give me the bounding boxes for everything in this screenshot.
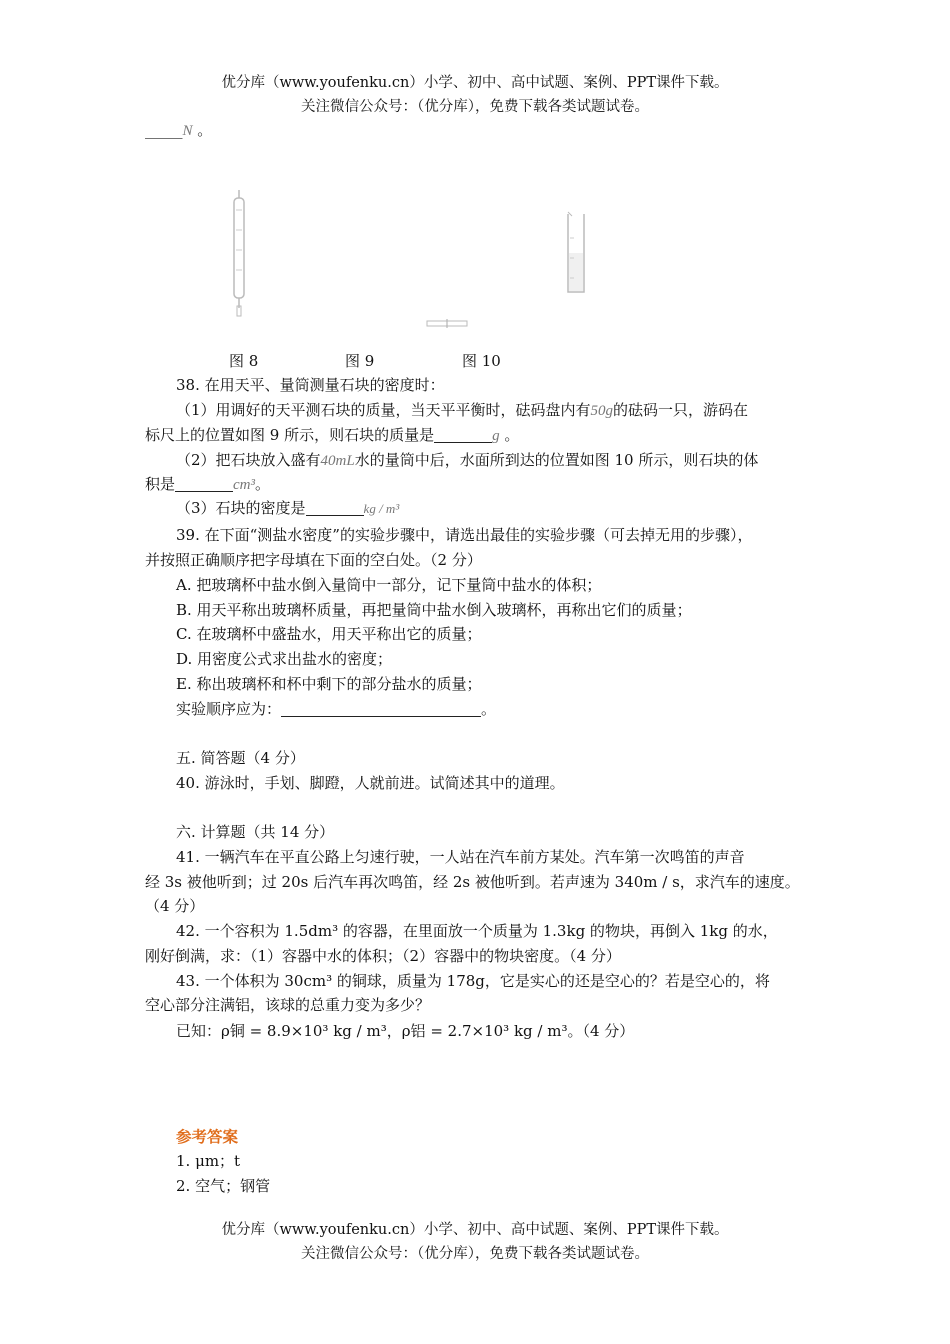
q38-part1-line1: （1）用调好的天平测石块的质量，当天平平衡时，砝码盘内有50g的砝码一只，游码在 — [176, 401, 749, 419]
q38-part2-line2: 积是 cm³。 — [145, 475, 271, 493]
section-6-title: 六. 计算题（共 14 分） — [176, 823, 335, 841]
q41-line2: 经 3s 被他听到；过 20s 后汽车再次鸣笛，经 2s 被他听到。若声速为 340m / s，求汽车的速度。 — [145, 873, 800, 891]
answers-title: 参考答案 — [176, 1128, 239, 1146]
spring-scale-figure — [220, 190, 260, 320]
q42-line1: 42. 一个容积为 1.5dm³ 的容器，在里面放一个质量为 1.3kg 的物块，再倒入 1kg 的水， — [176, 922, 778, 940]
footer-line-2: 关注微信公众号：（优分库），免费下载各类试题试卷。 — [301, 1246, 649, 1262]
measuring-cylinder-figure — [558, 208, 594, 298]
header-line-2: 关注微信公众号：（优分库），免费下载各类试题试卷。 — [301, 99, 649, 115]
q39-title-2: 并按照正确顺序把字母填在下面的空白处。（2 分） — [145, 551, 482, 569]
q38-volume-blank[interactable] — [175, 475, 233, 492]
q38-part2-line1: （2）把石块放入盛有40mL水的量筒中后，水面所到达的位置如图 10 所示，则石块的体 — [176, 451, 759, 469]
q40: 40. 游泳时，手划、脚蹬，人就前进。试简述其中的道理。 — [176, 774, 565, 792]
balance-scale-ruler-figure — [426, 318, 468, 330]
q39-option-c: C. 在玻璃杯中盛盐水，用天平称出它的质量； — [176, 625, 482, 643]
q38-part1-line2: 标尺上的位置如图 9 所示，则石块的质量是 g 。 — [145, 426, 520, 444]
q39-title: 39. 在下面“测盐水密度”的实验步骤中，请选出最佳的实验步骤（可去掉无用的步骤）， — [176, 526, 753, 544]
q42-line2: 刚好倒满，求：（1）容器中水的体积；（2）容器中的物块密度。（4 分） — [145, 947, 621, 965]
q39-option-d: D. 用密度公式求出盐水的密度； — [176, 650, 393, 668]
top-fragment: _____N 。 — [145, 121, 213, 139]
q39-order: 实验顺序应为： 。 — [176, 700, 497, 718]
q38-part3: （3）石块的密度是 kg / m³ — [176, 499, 400, 517]
section-5-title: 五. 简答题（4 分） — [176, 749, 305, 767]
figure-8-caption: 图 8 — [229, 352, 259, 370]
figure-10-caption: 图 10 — [462, 352, 501, 370]
q39-option-a: A. 把玻璃杯中盐水倒入量筒中一部分，记下量筒中盐水的体积； — [176, 576, 602, 594]
q41-line1: 41. 一辆汽车在平直公路上匀速行驶，一人站在汽车前方某处。汽车第一次鸣笛的声音 — [176, 848, 745, 866]
footer-line-1: 优分库（www.youfenku.cn）小学、初中、高中试题、案例、PPT课件下载。 — [221, 1222, 729, 1238]
q39-option-e: E. 称出玻璃杯和杯中剩下的部分盐水的质量； — [176, 675, 482, 693]
q43-line2: 空心部分注满铝，该球的总重力变为多少？ — [145, 996, 431, 1014]
figure-9-caption: 图 9 — [345, 352, 375, 370]
q41-line3: （4 分） — [145, 897, 205, 915]
header-line-1: 优分库（www.youfenku.cn）小学、初中、高中试题、案例、PPT课件下载。 — [221, 75, 729, 91]
q43-line1: 43. 一个体积为 30cm³ 的铜球，质量为 178g，它是实心的还是空心的？若是空心的，将 — [176, 972, 770, 990]
q39-order-blank[interactable] — [281, 700, 481, 717]
q38-density-blank[interactable] — [306, 499, 364, 516]
answer-2: 2. 空气；钢管 — [176, 1177, 271, 1195]
answer-1: 1. μm；t — [176, 1152, 241, 1170]
q43-given: 已知：ρ铜 = 8.9×10³ kg / m³，ρ铝 = 2.7×10³ kg / m³。（4 分） — [176, 1022, 635, 1040]
q39-option-b: B. 用天平称出玻璃杯质量，再把量筒中盐水倒入玻璃杯，再称出它们的质量； — [176, 601, 692, 619]
q38-title: 38. 在用天平、量筒测量石块的密度时： — [176, 376, 445, 394]
q38-mass-blank[interactable] — [434, 426, 492, 443]
